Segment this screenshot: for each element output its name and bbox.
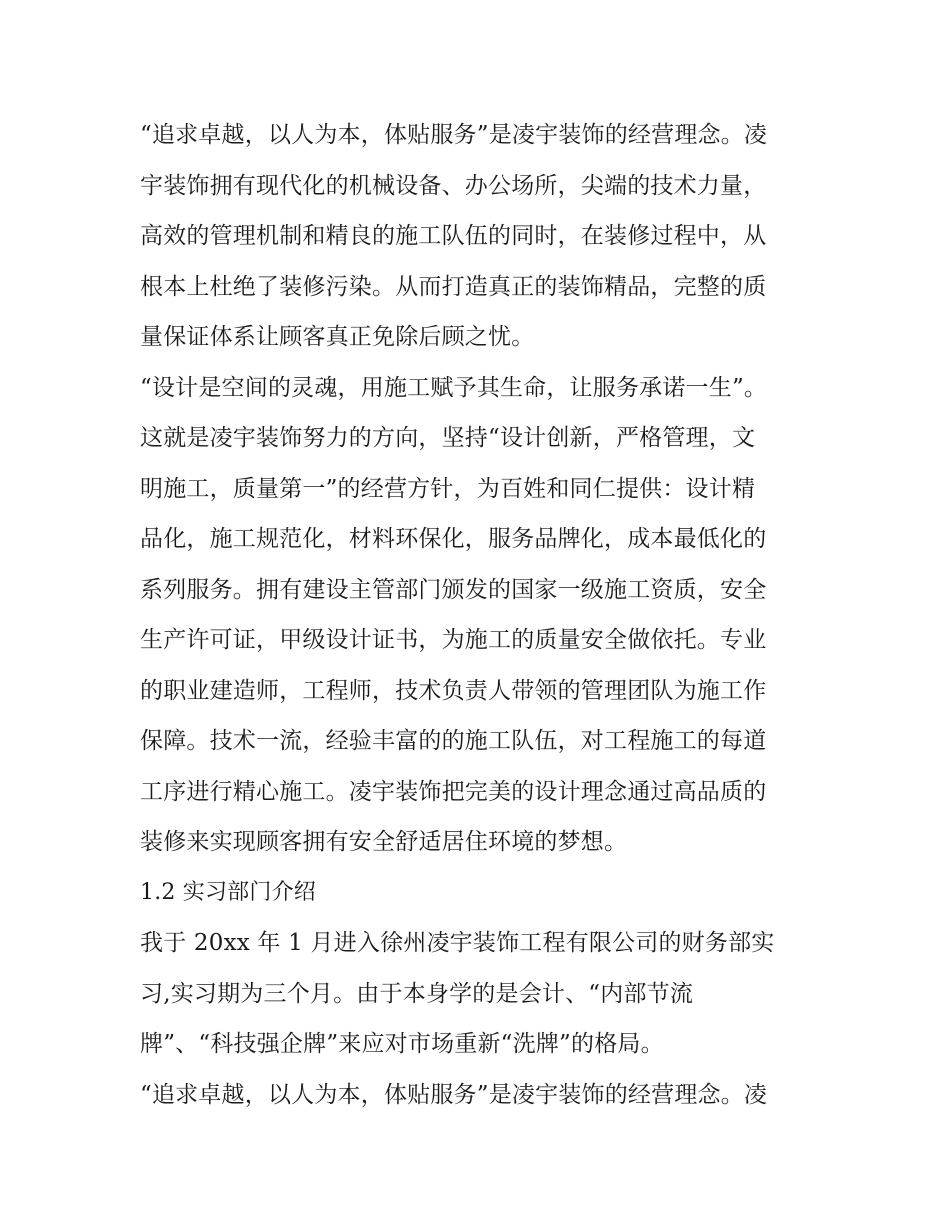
- paragraph-line: 的职业建造师，工程师，技术负责人带领的管理团队为施工作: [140, 677, 767, 704]
- paragraph-line: “追求卓越，以人为本，体贴服务”是凌宇装饰的经营理念。凌: [140, 1081, 768, 1108]
- paragraph-line: 明施工，质量第一”的经营方针，为百姓和同仁提供：设计精: [140, 475, 756, 502]
- paragraph-line: 牌”、“科技强企牌”来应对市场重新“洗牌”的格局。: [140, 1031, 664, 1057]
- paragraph-line: “追求卓越，以人为本，体贴服务”是凌宇装饰的经营理念。凌: [140, 122, 768, 148]
- paragraph-line: 生产许可证，甲级设计证书，为施工的质量安全做依托。专业: [140, 627, 767, 653]
- section-heading: 1.2 实习部门介绍: [140, 879, 316, 905]
- paragraph-line: 习,实习期为三个月。由于本身学的是会计、“内部节流: [140, 980, 694, 1007]
- paragraph-line: 保障。技术一流，经验丰富的的施工队伍，对工程施工的每道: [140, 728, 767, 754]
- paragraph-line: 高效的管理机制和精良的施工队伍的同时，在装修过程中，从: [140, 223, 767, 249]
- paragraph-line: “设计是空间的灵魂，用施工赋予其生命，让服务承诺一生”。: [140, 374, 768, 401]
- paragraph-line: 宇装饰拥有现代化的机械设备、办公场所，尖端的技术力量，: [140, 172, 767, 199]
- paragraph-line: 根本上杜绝了装修污染。从而打造真正的装饰精品，完整的质: [140, 273, 767, 300]
- paragraph-line: 这就是凌宇装饰努力的方向，坚持“设计创新，严格管理，文: [140, 425, 756, 451]
- paragraph-line: 工序进行精心施工。凌宇装饰把完美的设计理念通过高品质的: [140, 778, 767, 805]
- paragraph-line: 系列服务。拥有建设主管部门颁发的国家一级施工资质，安全: [140, 576, 767, 603]
- paragraph-line: 品化，施工规范化，材料环保化，服务品牌化，成本最低化的: [140, 526, 767, 552]
- paragraph-line: 我于 20xx 年 1 月进入徐州凌宇装饰工程有限公司的财务部实: [140, 930, 775, 956]
- document-body: [140, 110, 820, 1120]
- paragraph-line: 量保证体系让顾客真正免除后顾之忧。: [140, 324, 535, 350]
- paragraph-line: 装修来实现顾客拥有安全舒适居住环境的梦想。: [140, 829, 628, 855]
